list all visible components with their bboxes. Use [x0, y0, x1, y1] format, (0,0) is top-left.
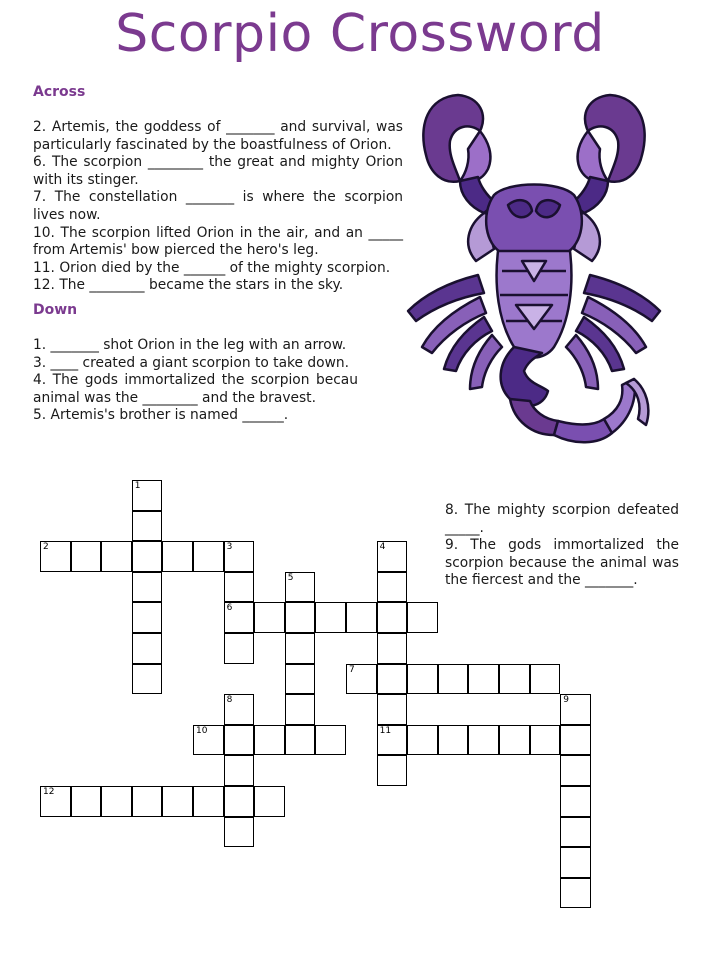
- grid-cell[interactable]: [560, 878, 591, 909]
- grid-cell[interactable]: [101, 541, 132, 572]
- grid-cell[interactable]: [438, 664, 469, 695]
- grid-cell[interactable]: [346, 602, 377, 633]
- grid-cell[interactable]: [254, 786, 285, 817]
- page-title: Scorpio Crossword: [115, 4, 605, 64]
- down-clues: [33, 337, 358, 425]
- grid-cell[interactable]: [530, 664, 561, 695]
- grid-cell[interactable]: [438, 725, 469, 756]
- down-clue-1: 1. _______ shot Orion in the leg with an arrow.: [33, 337, 347, 353]
- across-clues: [33, 119, 403, 295]
- grid-cell[interactable]: [224, 541, 255, 572]
- grid-cell[interactable]: [377, 725, 408, 756]
- grid-cell[interactable]: [162, 541, 193, 572]
- grid-cell[interactable]: [40, 786, 71, 817]
- across-clue-6: 6. The scorpion ________ the great and mighty Orion with its stinger.: [33, 154, 403, 188]
- grid-cell[interactable]: [560, 847, 591, 878]
- grid-cell[interactable]: [224, 633, 255, 664]
- clue-number: 3: [226, 542, 233, 553]
- grid-cell[interactable]: [468, 664, 499, 695]
- down-clue-9: 9. The gods immortalized the scorpion because the animal was the fiercest and the _______.: [445, 537, 679, 589]
- grid-cell[interactable]: [132, 511, 163, 542]
- grid-cell[interactable]: [40, 541, 71, 572]
- clue-number: 6: [226, 603, 233, 614]
- grid-cell[interactable]: [132, 572, 163, 603]
- grid-cell[interactable]: [315, 725, 346, 756]
- across-heading: Across: [33, 84, 86, 100]
- grid-cell[interactable]: [560, 755, 591, 786]
- grid-cell[interactable]: [254, 602, 285, 633]
- grid-cell[interactable]: [377, 541, 408, 572]
- clue-number: 11: [379, 725, 392, 736]
- grid-cell[interactable]: [377, 664, 408, 695]
- grid-cell[interactable]: [468, 725, 499, 756]
- grid-cell[interactable]: [224, 817, 255, 848]
- clue-number: 1: [134, 481, 141, 491]
- clue-number: 10: [196, 725, 208, 736]
- grid-cell[interactable]: [224, 786, 255, 817]
- grid-cell[interactable]: [377, 572, 408, 603]
- grid-cell[interactable]: [285, 664, 316, 695]
- grid-cell[interactable]: [499, 664, 530, 695]
- grid-cell[interactable]: [71, 541, 102, 572]
- grid-cell[interactable]: [254, 725, 285, 756]
- grid-cell[interactable]: [377, 602, 408, 633]
- grid-cell[interactable]: [101, 786, 132, 817]
- grid-cell[interactable]: [224, 602, 255, 633]
- grid-cell[interactable]: [560, 694, 591, 725]
- grid-cell[interactable]: [193, 786, 224, 817]
- grid-cell[interactable]: [162, 786, 193, 817]
- clue-number: 5: [287, 572, 294, 583]
- grid-cell[interactable]: [132, 664, 163, 695]
- grid-cell[interactable]: [346, 664, 377, 695]
- across-clue-2: 2. Artemis, the goddess of _______ and survival, was particularly fascinated by the boastfulness of Orion.: [33, 119, 403, 153]
- grid-cell[interactable]: [285, 633, 316, 664]
- grid-cell[interactable]: [224, 572, 255, 603]
- down-clue-5: 5. Artemis's brother is named ______.: [33, 407, 289, 424]
- grid-cell[interactable]: [224, 755, 255, 786]
- down-heading: Down: [33, 302, 78, 318]
- across-clue-12: 12. The ________ became the stars in the sky.: [33, 277, 344, 294]
- grid-cell[interactable]: [315, 602, 346, 633]
- grid-cell[interactable]: [560, 817, 591, 848]
- grid-cell[interactable]: [224, 725, 255, 756]
- grid-cell[interactable]: [224, 694, 255, 725]
- grid-cell[interactable]: [377, 633, 408, 664]
- grid-cell[interactable]: [132, 541, 163, 572]
- grid-cell[interactable]: [560, 725, 591, 756]
- grid-cell[interactable]: [530, 725, 561, 756]
- down-clue-4: 4. The gods immortalized the scorpion becau animal was the ________ and the bravest.: [33, 372, 358, 406]
- grid-cell[interactable]: [71, 786, 102, 817]
- grid-cell[interactable]: [285, 694, 316, 725]
- clue-number: 4: [379, 542, 386, 553]
- grid-cell[interactable]: [193, 725, 224, 756]
- grid-cell[interactable]: [499, 725, 530, 756]
- clue-number: 9: [563, 695, 569, 706]
- across-clue-10: 10. The scorpion lifted Orion in the air, and an _____ from Artemis' bow pierced the hero's leg.: [33, 224, 403, 259]
- clue-number: 7: [349, 664, 355, 675]
- down-side-clues: [445, 502, 679, 590]
- grid-cell[interactable]: [407, 725, 438, 756]
- grid-cell[interactable]: [132, 633, 163, 664]
- grid-cell[interactable]: [285, 572, 316, 603]
- grid-cell[interactable]: [132, 786, 163, 817]
- grid-cell[interactable]: [407, 664, 438, 695]
- grid-cell[interactable]: [132, 602, 163, 633]
- clue-number: 2: [43, 542, 49, 553]
- across-clue-7: 7. The constellation _______ is where the scorpion lives now.: [33, 189, 403, 223]
- clue-number: 12: [43, 787, 55, 797]
- grid-cell[interactable]: [132, 480, 163, 511]
- grid-cell[interactable]: [377, 694, 408, 725]
- grid-cell[interactable]: [377, 755, 408, 786]
- clue-number: 8: [226, 695, 233, 706]
- grid-cell[interactable]: [407, 602, 438, 633]
- down-clue-3: 3. ____ created a giant scorpion to take down.: [33, 354, 350, 371]
- grid-cell[interactable]: [560, 786, 591, 817]
- grid-cell[interactable]: [285, 602, 316, 633]
- down-clue-8: 8. The mighty scorpion defeated _____.: [445, 502, 679, 536]
- grid-cell[interactable]: [193, 541, 224, 572]
- grid-cell[interactable]: [285, 725, 316, 756]
- scorpion-illustration: [398, 85, 670, 470]
- across-clue-11: 11. Orion died by the ______ of the mighty scorpion.: [33, 259, 391, 276]
